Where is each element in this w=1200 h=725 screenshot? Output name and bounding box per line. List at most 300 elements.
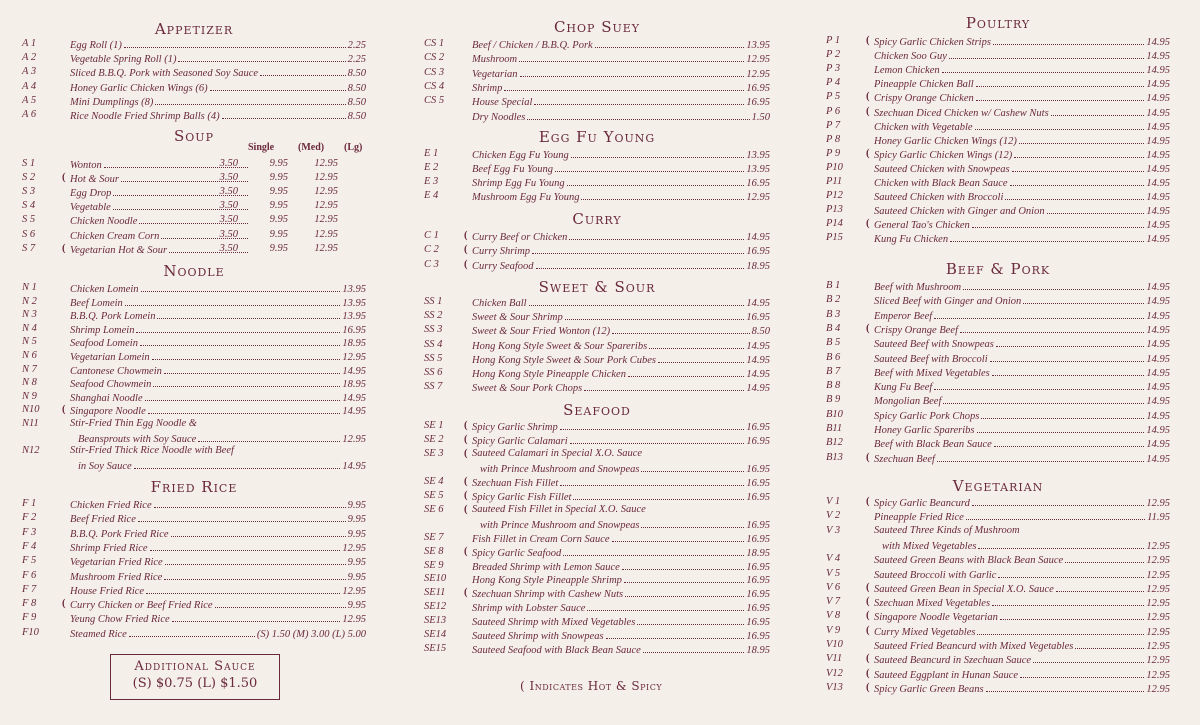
item-name: Vegetarian Fried Rice <box>70 557 163 569</box>
menu-item <box>22 597 366 611</box>
item-name: General Tao's Chicken <box>874 220 970 232</box>
item-name: B.B.Q. Pork Fried Rice <box>70 528 169 540</box>
item-name: Sliced B.B.Q. Pork with Seasoned Soy Sauce <box>70 68 259 80</box>
menu-item <box>424 80 770 94</box>
item-code: V 1 <box>826 496 841 507</box>
soup-size-header-single: Single <box>248 142 275 153</box>
menu-item <box>22 335 366 349</box>
item-code: SE 2 <box>424 433 444 445</box>
item-price: 16.95 <box>746 422 770 433</box>
item-name-continued: Beansprouts with Soy Sauce <box>78 433 197 445</box>
item-name: Szechuan Fish Fillet <box>472 477 559 489</box>
item-code: SS 1 <box>424 296 443 307</box>
item-code: V12 <box>826 667 843 679</box>
item-price: 16.95 <box>342 324 366 336</box>
menu-item <box>22 213 366 227</box>
dot-leader <box>1056 581 1145 592</box>
item-name: Vegetarian <box>472 68 518 80</box>
item-name: House Special <box>472 97 533 109</box>
item-price: 12.95 <box>342 352 366 363</box>
item-price: 12.95 <box>1146 540 1170 552</box>
dot-leader <box>1075 638 1144 649</box>
dot-leader <box>624 572 744 583</box>
dot-leader <box>527 109 749 120</box>
item-name: Beef with Black Bean Sauce <box>874 439 992 451</box>
item-price: 14.95 <box>1146 107 1170 119</box>
item-name: Sweet & Sour Shrimp <box>472 312 563 324</box>
chili-icon: ( <box>866 610 870 622</box>
chili-icon: ( <box>62 598 66 610</box>
item-name: Sauteed Green Bean in Special X.O. Sauce <box>874 583 1054 595</box>
menu-item <box>424 614 770 628</box>
menu-item <box>424 545 770 559</box>
soup-price-med: 9.95 <box>269 158 288 169</box>
chili-icon: ( <box>62 172 66 184</box>
item-name: Emperor Beef <box>874 310 933 322</box>
item-price: 9.95 <box>347 514 366 526</box>
item-name: Beef Egg Fu Young <box>472 164 553 176</box>
soup-price-single: 3.50 <box>219 172 238 184</box>
item-name: Pineapple Chicken Ball <box>874 79 974 91</box>
item-code: A 1 <box>22 38 37 49</box>
item-price: 12.95 <box>1146 641 1170 652</box>
dot-leader <box>536 258 745 269</box>
menu-item <box>826 609 1170 623</box>
item-name-line <box>472 447 642 461</box>
dot-leader <box>1020 667 1144 678</box>
item-code: V13 <box>826 681 843 693</box>
dot-leader <box>1033 652 1144 663</box>
item-price: 8.50 <box>347 96 366 108</box>
item-price: 14.95 <box>746 298 770 309</box>
item-code: SS 5 <box>424 352 443 364</box>
menu-item <box>22 511 366 525</box>
item-name-line <box>874 231 1170 247</box>
menu-item <box>424 433 770 447</box>
item-name: Vegetable <box>70 202 111 214</box>
item-code: SE 8 <box>424 545 444 557</box>
dot-leader <box>215 597 346 608</box>
item-price: 18.95 <box>746 547 770 559</box>
item-name: Hong Kong Style Sweet & Sour Spareribs <box>472 340 648 352</box>
item-code: SE14 <box>424 629 447 641</box>
item-code: N11 <box>22 418 39 429</box>
menu-item <box>22 569 366 583</box>
item-code: F 6 <box>22 569 37 581</box>
item-code: SE 9 <box>424 559 444 571</box>
item-code: SS 3 <box>424 324 443 336</box>
soup-price-single: 3.50 <box>219 200 238 212</box>
item-code: S 1 <box>22 158 36 169</box>
item-code: SE 7 <box>424 531 444 543</box>
section-title-chop-suey: Chop Suey <box>553 18 641 36</box>
item-name: Shrimp <box>472 82 503 94</box>
item-price: 14.95 <box>746 354 770 366</box>
item-name: Chicken Noodle <box>70 216 138 228</box>
item-code: SS 2 <box>424 310 443 322</box>
item-name: Crispy Orange Beef <box>874 324 958 336</box>
item-name-line <box>472 258 770 274</box>
item-name: Vegetarian Hot & Sour <box>70 244 168 256</box>
dot-leader <box>595 37 745 48</box>
item-name: Curry Chicken or Beef Fried Rice <box>70 600 213 612</box>
item-name: Honey Garlic Spareribs <box>874 425 975 436</box>
item-code: N12 <box>22 445 40 457</box>
item-code: P15 <box>826 232 843 244</box>
item-code: B 3 <box>826 308 841 320</box>
item-name: Lemon Chicken <box>874 65 940 77</box>
dot-leader <box>520 66 745 77</box>
menu-item <box>424 51 770 65</box>
item-price: 14.95 <box>342 392 366 404</box>
dot-leader <box>612 531 745 542</box>
item-name-line <box>70 626 366 642</box>
menu-item <box>826 175 1170 189</box>
item-name: Curry Seafood <box>472 260 534 272</box>
dot-leader <box>950 231 1144 242</box>
item-code: P 7 <box>826 119 841 131</box>
item-code: V 3 <box>826 524 841 536</box>
section-title-poultry: Poultry <box>965 14 1031 32</box>
menu-item <box>424 586 770 600</box>
menu-item <box>22 94 366 108</box>
item-name: Shrimp Fried Rice <box>70 542 148 554</box>
item-code: F10 <box>22 626 39 638</box>
item-name: Chicken Soo Guy <box>874 51 947 63</box>
item-price: 12.95 <box>746 54 770 66</box>
menu-item <box>826 90 1170 104</box>
item-price: 14.95 <box>342 365 366 377</box>
item-name: Szechuan Shrimp with Cashew Nuts <box>472 589 624 601</box>
item-code: F 8 <box>22 598 37 610</box>
item-code: B 8 <box>826 380 841 392</box>
item-price: 16.95 <box>746 561 770 573</box>
section-title-egg-fu-young: Egg Fu Young <box>538 128 656 146</box>
menu-item <box>826 393 1170 407</box>
dot-leader <box>976 90 1145 101</box>
dot-leader <box>532 243 744 254</box>
item-name: Szechuan Mixed Vegetables <box>874 598 991 610</box>
dot-leader <box>972 217 1145 228</box>
item-price: 12.95 <box>342 614 366 626</box>
chili-icon: ( <box>464 489 468 501</box>
dot-leader <box>172 611 341 622</box>
menu-item <box>826 581 1170 595</box>
item-price: 14.95 <box>1146 367 1170 379</box>
dot-leader <box>124 37 346 48</box>
soup-price-single: 3.50 <box>219 214 238 226</box>
menu-item <box>424 642 770 656</box>
menu-item <box>424 628 770 642</box>
item-code: A 3 <box>22 66 37 78</box>
menu-item <box>424 475 770 489</box>
soup-price-med: 9.95 <box>269 242 288 254</box>
item-name: Chicken Lomein <box>70 284 139 295</box>
item-price: 14.95 <box>1146 296 1170 308</box>
item-code: CS 1 <box>424 38 445 49</box>
item-name: Curry Mixed Vegetables <box>874 626 976 638</box>
item-code: P12 <box>826 190 843 202</box>
chili-icon: ( <box>464 433 468 445</box>
item-price: 12.95 <box>1146 626 1170 638</box>
item-price: 18.95 <box>746 645 770 657</box>
dot-leader <box>1023 293 1144 304</box>
menu-item <box>22 554 366 568</box>
item-name: Honey Garlic Chicken Wings (12) <box>874 135 1017 147</box>
item-name: Chicken with Vegetable <box>874 121 973 133</box>
item-code: P14 <box>826 218 843 230</box>
menu-item <box>22 390 366 404</box>
dot-leader <box>164 569 345 580</box>
item-code: V 4 <box>826 553 841 565</box>
dot-leader <box>504 80 744 91</box>
item-code: S 4 <box>22 200 36 212</box>
chili-icon: ( <box>866 653 870 665</box>
dot-leader <box>198 431 340 442</box>
soup-price-med: 9.95 <box>269 228 288 240</box>
chili-icon: ( <box>464 230 468 241</box>
item-price: 13.95 <box>342 311 366 323</box>
menu-item <box>22 171 366 185</box>
item-price: 14.95 <box>1146 135 1170 147</box>
item-name: Shrimp Lomein <box>70 324 135 336</box>
menu-item <box>22 65 366 79</box>
item-price: 14.95 <box>746 232 770 243</box>
menu-item-continued <box>424 517 770 531</box>
menu-item <box>826 231 1170 245</box>
menu-item <box>22 583 366 597</box>
item-price: 1.50 <box>751 111 770 123</box>
item-name: Chicken Egg Fu Young <box>472 150 569 161</box>
dot-leader <box>992 365 1145 376</box>
menu-item <box>424 109 770 123</box>
item-name-line <box>70 444 234 458</box>
item-code: CS 4 <box>424 80 445 92</box>
chili-icon: ( <box>464 545 468 557</box>
item-price: 14.95 <box>746 383 770 395</box>
menu-item <box>424 37 770 51</box>
item-code: V 8 <box>826 610 841 622</box>
item-name-line <box>874 524 1020 538</box>
item-price: 14.95 <box>1146 65 1170 77</box>
item-price: 13.95 <box>746 150 770 161</box>
item-name: Spicy Garlic Chicken Wings (12) <box>874 149 1013 161</box>
item-code: P 9 <box>826 147 841 159</box>
item-price: 9.95 <box>347 600 366 612</box>
soup-price-med: 9.95 <box>269 214 288 226</box>
item-code: A 2 <box>22 52 37 64</box>
item-code: F 1 <box>22 498 37 509</box>
item-name: Sauteed Seafood with Black Bean Sauce <box>472 645 641 657</box>
menu-item <box>424 258 770 272</box>
item-code: SE 3 <box>424 447 444 459</box>
menu-item <box>826 552 1170 566</box>
item-price: 14.95 <box>1146 396 1170 408</box>
item-code: F 3 <box>22 526 37 538</box>
item-price: 12.95 <box>1146 569 1170 581</box>
item-code: F 7 <box>22 583 37 595</box>
item-name: Sliced Beef with Ginger and Onion <box>874 296 1022 308</box>
dot-leader <box>934 308 1144 319</box>
item-price: 14.95 <box>1146 149 1170 161</box>
menu-item <box>826 62 1170 76</box>
menu-item <box>22 376 366 390</box>
dot-leader <box>996 336 1145 347</box>
menu-item <box>826 279 1170 293</box>
item-code: P11 <box>826 176 843 187</box>
item-price: 12.95 <box>1146 555 1170 567</box>
menu-item <box>22 540 366 554</box>
item-price: 14.95 <box>1146 121 1170 133</box>
item-name: Steamed Rice <box>70 628 127 640</box>
dot-leader <box>529 295 745 306</box>
menu-item <box>826 48 1170 62</box>
section-title-curry: Curry <box>572 210 622 228</box>
dot-leader <box>628 366 744 377</box>
chili-icon: ( <box>866 681 870 693</box>
item-name-line <box>70 417 197 431</box>
item-code: V 9 <box>826 624 841 636</box>
menu-item <box>22 51 366 65</box>
item-name: Beef / Chicken / B.B.Q. Pork <box>472 40 593 51</box>
dot-leader <box>981 408 1144 419</box>
item-code: P 8 <box>826 133 841 145</box>
item-price: 16.95 <box>746 435 770 447</box>
item-price: 12.95 <box>1146 598 1170 610</box>
item-code: F 2 <box>22 512 37 524</box>
menu-item <box>826 365 1170 379</box>
item-code: A 6 <box>22 109 37 120</box>
dot-leader <box>977 422 1145 433</box>
menu-item <box>424 147 770 161</box>
dot-leader <box>145 390 341 401</box>
menu-item-continued <box>22 431 366 445</box>
menu-item <box>424 243 770 257</box>
item-price: 14.95 <box>1146 51 1170 63</box>
item-price: 14.95 <box>1146 93 1170 105</box>
item-code: N 2 <box>22 295 37 307</box>
section-title-noodle: Noodle <box>163 262 225 280</box>
menu-item <box>826 34 1170 48</box>
item-code: B 6 <box>826 351 841 363</box>
item-price: 14.95 <box>1146 37 1170 48</box>
item-name: Kung Fu Beef <box>874 382 933 394</box>
dot-leader <box>560 475 744 486</box>
item-code: C 2 <box>424 244 439 256</box>
chili-icon: ( <box>866 105 870 117</box>
menu-item <box>826 495 1170 509</box>
soup-price-lg: 12.95 <box>314 200 338 212</box>
item-name: Cantonese Chowmein <box>70 365 162 377</box>
item-price: 14.95 <box>1146 206 1170 218</box>
chili-icon: ( <box>464 447 468 459</box>
item-name: Mushroom Fried Rice <box>70 571 163 583</box>
item-code: F 5 <box>22 555 37 567</box>
item-price: 16.95 <box>746 533 770 545</box>
item-price: 12.95 <box>1146 669 1170 681</box>
dot-leader <box>140 335 340 346</box>
item-price: 14.95 <box>1146 310 1170 322</box>
item-price: 14.95 <box>1146 324 1170 336</box>
item-name: Sweet & Sour Pork Chops <box>472 383 583 395</box>
item-price: 12.95 <box>1146 683 1170 695</box>
item-code: SE13 <box>424 615 447 627</box>
menu-item <box>22 199 366 213</box>
menu-item <box>22 295 366 309</box>
dot-leader <box>1010 175 1145 186</box>
item-price: 16.95 <box>746 631 770 643</box>
item-price: 12.95 <box>342 433 366 445</box>
menu-item <box>22 37 366 51</box>
menu-item <box>826 595 1170 609</box>
item-price: 14.95 <box>1146 453 1170 465</box>
menu-item <box>22 403 366 417</box>
item-name: Szechuan Diced Chicken w/ Cashew Nuts <box>874 107 1049 119</box>
soup-price-lg: 12.95 <box>314 186 338 198</box>
item-name: Sauteed Beef with Broccoli <box>874 353 988 365</box>
menu-item <box>22 363 366 377</box>
dot-leader <box>519 51 744 62</box>
item-name: Egg Roll (1) <box>70 40 122 51</box>
item-price: 9.95 <box>347 571 366 583</box>
soup-price-single: 3.50 <box>219 158 238 169</box>
item-price: 9.95 <box>347 528 366 540</box>
chili-icon: ( <box>62 404 66 416</box>
item-name-continued: with Prince Mushroom and Snowpeas <box>480 519 640 531</box>
dot-leader <box>625 586 744 597</box>
item-name: Egg Drop <box>70 188 112 200</box>
dot-leader <box>949 48 1144 59</box>
dot-leader <box>171 526 346 537</box>
menu-item <box>22 349 366 363</box>
item-name: Wonton <box>70 160 102 171</box>
chili-icon: ( <box>464 244 468 256</box>
menu-item <box>424 352 770 366</box>
dot-leader <box>260 65 346 76</box>
chili-icon: ( <box>866 667 870 679</box>
menu-item <box>22 626 366 640</box>
item-name: Spicy Garlic Beancurd <box>874 498 970 509</box>
item-name: Spicy Garlic Fish Fillet <box>472 491 572 503</box>
item-price: 16.95 <box>746 97 770 109</box>
dot-leader <box>1051 105 1145 116</box>
item-name: Honey Garlic Chicken Wings (6) <box>70 82 208 94</box>
menu-item <box>22 80 366 94</box>
item-name: Vegetarian Lomein <box>70 352 150 363</box>
dot-leader <box>570 433 745 444</box>
chili-icon: ( <box>464 587 468 599</box>
menu-item <box>826 217 1170 231</box>
dot-leader <box>222 108 346 119</box>
item-name: Chicken Fried Rice <box>70 500 152 511</box>
item-name: Curry Beef or Chicken <box>472 232 568 243</box>
item-name: Sweet & Sour Fried Wonton (12) <box>472 326 611 338</box>
item-code: CS 2 <box>424 52 445 64</box>
dot-leader <box>972 495 1145 506</box>
menu-item <box>826 436 1170 450</box>
item-code: N 6 <box>22 350 37 361</box>
dot-leader <box>1000 609 1145 620</box>
item-name: Szechuan Beef <box>874 453 935 465</box>
dot-leader <box>581 189 744 200</box>
item-code: B10 <box>826 408 843 420</box>
menu-item-continued <box>424 461 770 475</box>
item-code: B 5 <box>826 337 841 349</box>
menu-item <box>826 379 1170 393</box>
section-title-seafood: Seafood <box>563 401 631 419</box>
menu-item <box>424 447 770 461</box>
dot-leader <box>977 624 1144 635</box>
